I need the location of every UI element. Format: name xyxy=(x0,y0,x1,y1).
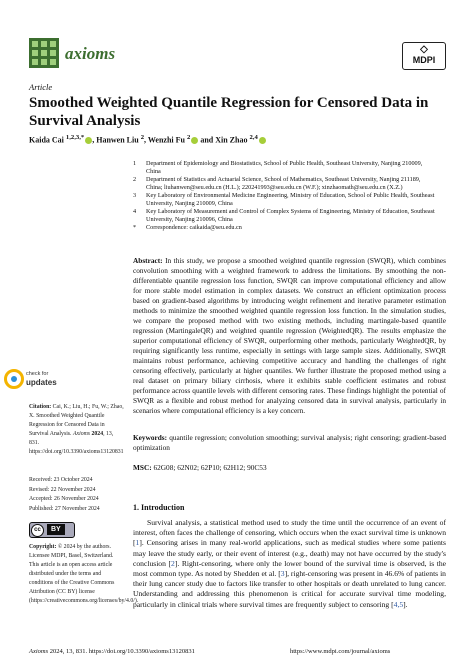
affiliation-number: 2 xyxy=(133,176,137,183)
author-name[interactable]: , Hanwen Liu xyxy=(92,135,141,145)
footer-doi[interactable]: 2024, 13, 831. https://doi.org/10.3390/axioms13120831 xyxy=(48,648,195,655)
mdpi-logo[interactable] xyxy=(402,42,446,70)
abstract-text: In this study, we propose a smoothed weighted quantile regression (SWQR), which combines convolution smoothing with a weighted framework to address the limitations. By smoothing the non-differentiable quantile regression loss function, SWQR can improve computational efficiency and allow for more stable model estimation in complex datasets. We construct an efficient optimization process based on gradient-based algorithms by introducing weight refinement and iterative parameter estimation methods to minimize the smoothed weighted quantile regression loss function. In the simulation studies, we compare the proposed method with two existing methods, including martingale-based quantile regression (MartingaleQR) and weighted quantile regression (WeightedQR). The results emphasize the superior computational efficiency of SWQR, outperforming other methods, particularly WeightedQR, by requiring significantly less runtime, especially in settings with large sample sizes. Additionally, SWQR maintains robust performance, achieving competitive accuracy and handling the challenges of right censoring effectively, particularly at higher quantiles. We further illustrate the proposed method using a real dataset on primary biliary cirrhosis, where it exhibits stable coefficient estimates and robust performance across quantile levels with different censoring rates. These findings highlight the potential of SWQR as a flexible and robust method for analyzing censored data in survival analysis, particularly in scenarios where computational efficiency is a key concern. xyxy=(133,256,446,415)
abstract xyxy=(133,256,446,416)
mdpi-icon: ◇ xyxy=(420,44,428,55)
updates-label: updates xyxy=(26,378,57,387)
correspondence-text[interactable]: Correspondence: caikaida@seu.edu.cn xyxy=(146,224,242,231)
author-affil-sup: 1,2,3,* xyxy=(65,134,85,141)
by-label: BY xyxy=(47,524,65,535)
citation-block xyxy=(29,403,124,457)
citation-text: Cai, K.; Liu, H.; Fu, W.; Zhao, X. Smoothed Weighted Quantile Regression for Censored Data in Survival Analysis. xyxy=(29,404,124,437)
affiliation-item xyxy=(133,192,438,208)
footer-journal-url[interactable]: https://www.mdpi.com/journal/axioms xyxy=(290,648,391,655)
article-type: Article xyxy=(29,82,53,92)
accepted-date: Accepted: 26 November 2024 xyxy=(29,496,99,502)
intro-text: ], right-censoring was present in 46.6% of patients in their lung cancer study due to factors like transfer to other hospitals or death unrelated to lung cancer. Understanding and addressing this phenomenon is critical for accurate survival time modeling, particularly in clinical trials where survival times are frequently subject to censoring [ xyxy=(133,569,446,609)
citation-label: Citation: xyxy=(29,404,52,410)
copyright-text: © 2024 by the authors. Licensee MDPI, Basel, Switzerland. This article is an open access article distributed under the terms and conditions of the Creative Commons Attribution (CC BY) license (https://creativecommons.org/licenses/by/4.0/). xyxy=(29,544,139,604)
intro-text: ]. Censoring arises in many real-world applications, such as medical studies where some patients may leave the study early, or their event of interest (e.g., death) may not have occurred by the study's conclusion [ xyxy=(133,538,446,568)
cc-by-license-badge[interactable] xyxy=(29,522,75,538)
affiliation-item xyxy=(133,208,438,224)
reference-link[interactable]: 2 xyxy=(171,558,175,568)
author-name[interactable]: , Wenzhi Fu xyxy=(144,135,187,145)
affiliation-text: Key Laboratory of Environmental Medicine Engineering, Ministry of Education, School of Public Health, Southeast University, Nanjing 210009, China xyxy=(146,192,435,207)
footer-journal: Axioms xyxy=(29,648,49,655)
msc-codes xyxy=(133,463,446,473)
reference-link[interactable]: 4,5 xyxy=(393,599,404,609)
paper-title: Smoothed Weighted Quantile Regression for Censored Data in Survival Analysis xyxy=(29,95,429,129)
affiliation-item xyxy=(133,160,438,176)
affiliation-number: 4 xyxy=(133,208,137,215)
intro-text: Survival analysis, a statistical method used to study the time until the occurrence of an event of interest, often faces the challenge of censoring, which occurs when the exact survival time is unknown [ xyxy=(133,518,446,548)
author-affil-sup: 2 xyxy=(187,134,191,141)
affiliation-number: 1 xyxy=(133,160,137,167)
affiliation-number: * xyxy=(133,224,137,231)
author-name[interactable]: Kaida Cai xyxy=(29,135,66,145)
affiliation-number: 3 xyxy=(133,192,137,199)
affiliation-text: Department of Statistics and Actuarial Science, School of Mathematics, Southeast University, Nanjing 211189, China; liuhanwen@seu.edu.cn (H.L.); 220241993@seu.edu.cn (W.F.); xinzhaomath@seu.edu.cn (X.Z.) xyxy=(146,176,421,191)
reference-link[interactable]: 1 xyxy=(135,538,140,548)
copyright-label: Copyright: xyxy=(29,544,57,550)
citation-journal: Axioms xyxy=(72,431,91,437)
publication-dates xyxy=(29,476,124,514)
mdpi-label: MDPI xyxy=(412,55,436,65)
copyright-block xyxy=(29,543,139,606)
received-date: Received: 23 October 2024 xyxy=(29,477,93,483)
intro-text: ]. xyxy=(403,599,408,609)
affiliation-text: Key Laboratory of Measurement and Control of Complex Systems of Engineering, Ministry of Education, Southeast University, Nanjing 210096, China xyxy=(146,208,435,223)
msc-text: 62G08; 62N02; 62P10; 62H12; 90C53 xyxy=(151,463,267,472)
affiliation-item xyxy=(133,224,438,232)
footer-citation xyxy=(29,648,195,655)
affiliation-text: Department of Epidemiology and Biostatistics, School of Public Health, Southeast University, Nanjing 210009, China xyxy=(146,160,423,175)
check-updates-icon xyxy=(4,369,24,389)
intro-paragraph xyxy=(133,518,446,610)
intro-text: ]. Right-censoring, where only the lower bound of the survival time is observed, is the most common type. As noted by Shedden et al. [ xyxy=(133,558,447,579)
section-heading: 1. Introduction xyxy=(133,503,185,512)
msc-label: MSC: xyxy=(133,463,152,472)
affiliations xyxy=(133,160,438,232)
cc-icon: cc xyxy=(31,524,44,537)
revised-date: Revised: 22 November 2024 xyxy=(29,486,96,493)
author-affil-sup: 2 xyxy=(140,134,145,141)
orcid-icon[interactable] xyxy=(259,137,266,144)
published-date: Published: 27 November 2024 xyxy=(29,505,100,512)
abstract-label: Abstract: xyxy=(133,256,163,265)
check-for-updates-button[interactable] xyxy=(4,369,64,391)
reference-link[interactable]: 3 xyxy=(280,569,285,579)
author-list xyxy=(29,134,459,145)
journal-name[interactable]: axioms xyxy=(65,44,116,63)
affiliation-item xyxy=(133,176,438,192)
check-for-label: check for xyxy=(26,371,49,377)
keywords-text: quantile regression; convolution smoothing; survival analysis; right censoring; gradient-based optimization xyxy=(133,433,446,452)
keywords-label: Keywords: xyxy=(133,433,168,442)
author-name[interactable]: and Xin Zhao xyxy=(198,135,250,145)
journal-logo xyxy=(29,38,59,68)
citation-year: 2024 xyxy=(90,431,104,437)
keywords xyxy=(133,433,446,453)
author-affil-sup: 2,4 xyxy=(249,134,258,141)
citation-doi[interactable]: , 13, 831. https://doi.org/10.3390/axioms13120831 xyxy=(29,431,124,455)
